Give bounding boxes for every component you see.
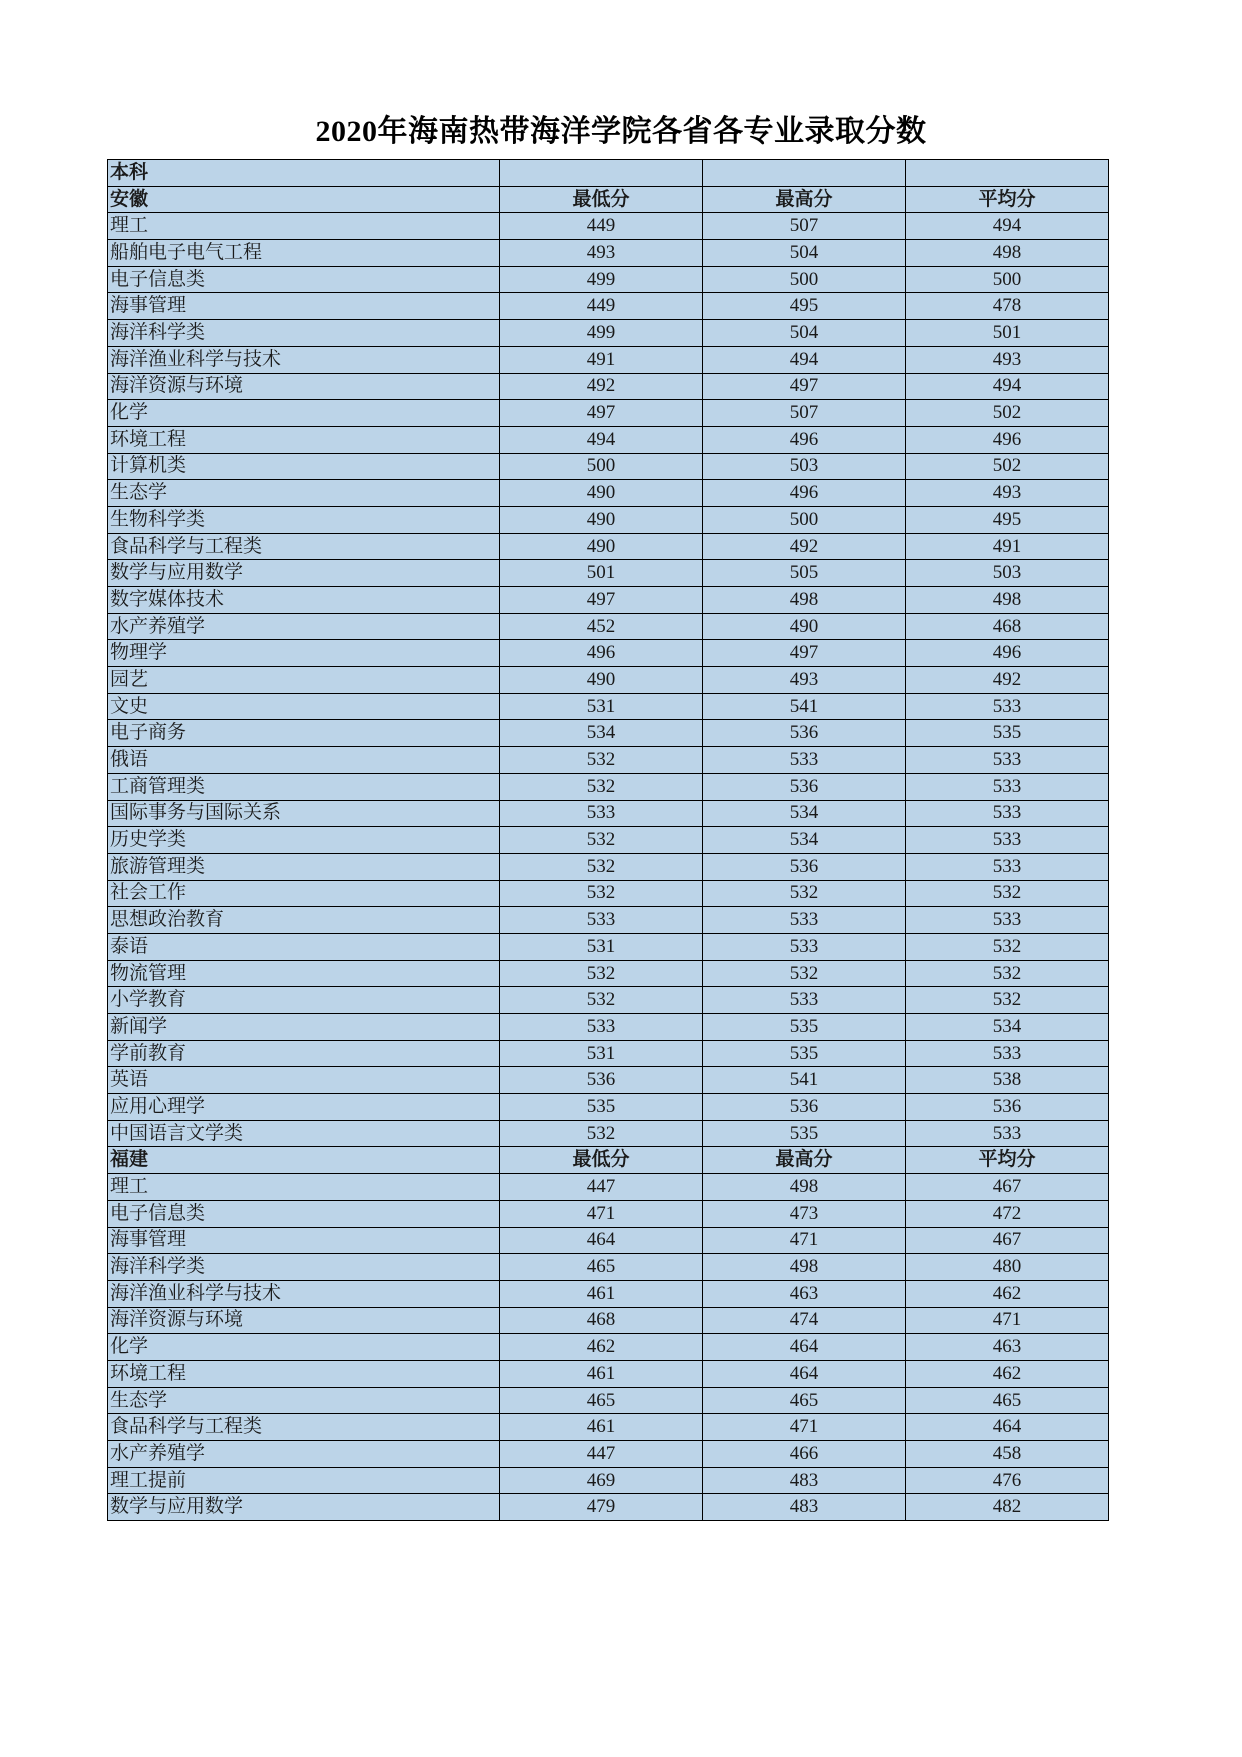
cell-avg: 493 — [906, 346, 1109, 373]
row-label-major: 船舶电子电气工程 — [108, 240, 500, 267]
table-row — [108, 320, 1109, 347]
cell-max: 464 — [703, 1334, 906, 1361]
row-label-major: 海洋资源与环境 — [108, 1307, 500, 1334]
table-row — [108, 506, 1109, 533]
cell-avg: 500 — [906, 266, 1109, 293]
cell-avg: 495 — [906, 506, 1109, 533]
cell-max: 495 — [703, 293, 906, 320]
table-row — [108, 1120, 1109, 1147]
cell-avg: 503 — [906, 560, 1109, 587]
cell-max: 500 — [703, 506, 906, 533]
admission-scores-table — [107, 159, 1109, 1521]
row-label-major: 水产养殖学 — [108, 613, 500, 640]
cell-avg: 462 — [906, 1280, 1109, 1307]
cell-avg: 502 — [906, 453, 1109, 480]
table-row — [108, 1441, 1109, 1468]
row-label-major: 应用心理学 — [108, 1094, 500, 1121]
row-label-major: 生态学 — [108, 480, 500, 507]
cell-avg: 535 — [906, 720, 1109, 747]
cell-min — [500, 160, 703, 187]
row-label-major: 工商管理类 — [108, 773, 500, 800]
table-row — [108, 933, 1109, 960]
table-row — [108, 987, 1109, 1014]
table-row — [108, 853, 1109, 880]
table-row — [108, 1334, 1109, 1361]
cell-max: 463 — [703, 1280, 906, 1307]
cell-max: 490 — [703, 613, 906, 640]
cell-avg: 491 — [906, 533, 1109, 560]
cell-max: 535 — [703, 1040, 906, 1067]
cell-min: 468 — [500, 1307, 703, 1334]
cell-min: 499 — [500, 266, 703, 293]
table-row — [108, 1494, 1109, 1521]
cell-min: 462 — [500, 1334, 703, 1361]
cell-avg: 482 — [906, 1494, 1109, 1521]
cell-avg: 533 — [906, 827, 1109, 854]
page-title: 2020年海南热带海洋学院各省各专业录取分数 — [315, 115, 927, 148]
table-row — [108, 1280, 1109, 1307]
cell-avg: 538 — [906, 1067, 1109, 1094]
cell-max: 465 — [703, 1387, 906, 1414]
cell-min: 531 — [500, 693, 703, 720]
cell-min: 533 — [500, 907, 703, 934]
cell-max: 492 — [703, 533, 906, 560]
cell-min: 536 — [500, 1067, 703, 1094]
row-label-major: 俄语 — [108, 747, 500, 774]
table-row — [108, 533, 1109, 560]
table-row — [108, 880, 1109, 907]
table-row — [108, 293, 1109, 320]
table-row — [108, 1147, 1109, 1174]
scores-table-container — [107, 159, 1108, 1521]
cell-avg: 492 — [906, 667, 1109, 694]
row-label-major: 环境工程 — [108, 426, 500, 453]
cell-max: 497 — [703, 640, 906, 667]
cell-avg: 502 — [906, 400, 1109, 427]
row-label-major: 旅游管理类 — [108, 853, 500, 880]
cell-max: 最高分 — [703, 1147, 906, 1174]
cell-avg: 533 — [906, 1040, 1109, 1067]
row-label-category: 理工 — [108, 213, 500, 240]
table-row — [108, 1360, 1109, 1387]
table-row — [108, 400, 1109, 427]
row-label-major: 食品科学与工程类 — [108, 533, 500, 560]
cell-min: 532 — [500, 827, 703, 854]
row-label-major: 电子信息类 — [108, 1200, 500, 1227]
row-label-major: 数学与应用数学 — [108, 560, 500, 587]
table-row — [108, 747, 1109, 774]
cell-avg: 463 — [906, 1334, 1109, 1361]
cell-avg: 498 — [906, 240, 1109, 267]
row-label-major: 中国语言文学类 — [108, 1120, 500, 1147]
row-label-major: 水产养殖学 — [108, 1441, 500, 1468]
cell-min: 532 — [500, 853, 703, 880]
cell-max: 483 — [703, 1494, 906, 1521]
cell-max: 498 — [703, 587, 906, 614]
cell-min: 469 — [500, 1467, 703, 1494]
cell-avg: 532 — [906, 987, 1109, 1014]
cell-avg: 462 — [906, 1360, 1109, 1387]
table-row — [108, 480, 1109, 507]
cell-avg: 465 — [906, 1387, 1109, 1414]
cell-avg: 493 — [906, 480, 1109, 507]
table-row — [108, 426, 1109, 453]
cell-max: 471 — [703, 1414, 906, 1441]
row-label-major: 食品科学与工程类 — [108, 1414, 500, 1441]
cell-avg: 533 — [906, 747, 1109, 774]
table-row — [108, 720, 1109, 747]
cell-max: 534 — [703, 800, 906, 827]
cell-avg: 533 — [906, 907, 1109, 934]
table-row — [108, 1067, 1109, 1094]
row-label-major: 英语 — [108, 1067, 500, 1094]
table-row — [108, 907, 1109, 934]
cell-min: 491 — [500, 346, 703, 373]
table-row — [108, 1227, 1109, 1254]
table-row — [108, 1174, 1109, 1201]
table-row — [108, 1094, 1109, 1121]
row-label-section: 本科 — [108, 160, 500, 187]
cell-min: 531 — [500, 933, 703, 960]
cell-min: 535 — [500, 1094, 703, 1121]
cell-max: 507 — [703, 213, 906, 240]
cell-avg: 532 — [906, 933, 1109, 960]
cell-max: 536 — [703, 853, 906, 880]
cell-min: 452 — [500, 613, 703, 640]
row-label-major: 海洋科学类 — [108, 1254, 500, 1281]
cell-avg: 533 — [906, 800, 1109, 827]
cell-avg: 532 — [906, 960, 1109, 987]
cell-min: 501 — [500, 560, 703, 587]
table-row — [108, 373, 1109, 400]
cell-max: 500 — [703, 266, 906, 293]
cell-min: 447 — [500, 1174, 703, 1201]
cell-min: 465 — [500, 1387, 703, 1414]
table-row — [108, 186, 1109, 213]
cell-min: 497 — [500, 587, 703, 614]
cell-min: 496 — [500, 640, 703, 667]
table-row — [108, 800, 1109, 827]
row-label-major: 数字媒体技术 — [108, 587, 500, 614]
cell-min: 534 — [500, 720, 703, 747]
row-label-major: 海事管理 — [108, 1227, 500, 1254]
table-row — [108, 1014, 1109, 1041]
row-label-major: 海洋资源与环境 — [108, 373, 500, 400]
cell-max: 498 — [703, 1174, 906, 1201]
row-label-major: 物流管理 — [108, 960, 500, 987]
cell-avg: 467 — [906, 1227, 1109, 1254]
cell-min: 497 — [500, 400, 703, 427]
row-label-major: 电子商务 — [108, 720, 500, 747]
row-label-province: 安徽 — [108, 186, 500, 213]
cell-max: 536 — [703, 773, 906, 800]
cell-min: 最低分 — [500, 1147, 703, 1174]
cell-avg: 494 — [906, 213, 1109, 240]
cell-avg: 532 — [906, 880, 1109, 907]
cell-min: 500 — [500, 453, 703, 480]
cell-min: 490 — [500, 533, 703, 560]
row-label-major: 园艺 — [108, 667, 500, 694]
table-row — [108, 266, 1109, 293]
row-label-major: 海事管理 — [108, 293, 500, 320]
cell-min: 447 — [500, 1441, 703, 1468]
table-row — [108, 1467, 1109, 1494]
cell-max: 494 — [703, 346, 906, 373]
row-label-category: 文史 — [108, 693, 500, 720]
row-label-major: 国际事务与国际关系 — [108, 800, 500, 827]
cell-max: 497 — [703, 373, 906, 400]
table-row — [108, 213, 1109, 240]
cell-avg: 476 — [906, 1467, 1109, 1494]
cell-max: 533 — [703, 987, 906, 1014]
row-label-major: 计算机类 — [108, 453, 500, 480]
cell-avg: 533 — [906, 693, 1109, 720]
cell-min: 532 — [500, 880, 703, 907]
cell-max: 464 — [703, 1360, 906, 1387]
cell-min: 479 — [500, 1494, 703, 1521]
table-row — [108, 1200, 1109, 1227]
cell-min: 490 — [500, 506, 703, 533]
row-label-major: 化学 — [108, 400, 500, 427]
cell-min: 532 — [500, 1120, 703, 1147]
cell-max: 535 — [703, 1014, 906, 1041]
cell-min: 533 — [500, 800, 703, 827]
table-row — [108, 1307, 1109, 1334]
table-row — [108, 240, 1109, 267]
cell-max: 535 — [703, 1120, 906, 1147]
cell-min: 493 — [500, 240, 703, 267]
cell-min: 532 — [500, 747, 703, 774]
cell-avg: 498 — [906, 587, 1109, 614]
cell-min: 461 — [500, 1280, 703, 1307]
cell-max: 536 — [703, 720, 906, 747]
cell-max: 533 — [703, 907, 906, 934]
cell-avg: 496 — [906, 426, 1109, 453]
cell-avg: 468 — [906, 613, 1109, 640]
table-row — [108, 640, 1109, 667]
cell-max: 507 — [703, 400, 906, 427]
cell-avg: 533 — [906, 773, 1109, 800]
cell-avg: 536 — [906, 1094, 1109, 1121]
table-row — [108, 613, 1109, 640]
cell-avg: 平均分 — [906, 186, 1109, 213]
row-label-major: 学前教育 — [108, 1040, 500, 1067]
table-row — [108, 1387, 1109, 1414]
cell-avg: 534 — [906, 1014, 1109, 1041]
row-label-major: 新闻学 — [108, 1014, 500, 1041]
cell-avg: 501 — [906, 320, 1109, 347]
cell-max: 474 — [703, 1307, 906, 1334]
table-row — [108, 773, 1109, 800]
cell-max: 496 — [703, 426, 906, 453]
cell-avg: 494 — [906, 373, 1109, 400]
cell-min: 531 — [500, 1040, 703, 1067]
cell-max: 493 — [703, 667, 906, 694]
row-label-major: 泰语 — [108, 933, 500, 960]
cell-min: 490 — [500, 480, 703, 507]
table-row — [108, 827, 1109, 854]
cell-min: 532 — [500, 960, 703, 987]
cell-min: 494 — [500, 426, 703, 453]
row-label-major: 生物科学类 — [108, 506, 500, 533]
table-body — [108, 160, 1109, 1521]
row-label-province: 福建 — [108, 1147, 500, 1174]
cell-max: 533 — [703, 933, 906, 960]
cell-max: 最高分 — [703, 186, 906, 213]
cell-min: 471 — [500, 1200, 703, 1227]
cell-max: 504 — [703, 320, 906, 347]
cell-avg: 467 — [906, 1174, 1109, 1201]
cell-max: 536 — [703, 1094, 906, 1121]
cell-max: 533 — [703, 747, 906, 774]
cell-avg: 533 — [906, 853, 1109, 880]
row-label-category: 理工 — [108, 1174, 500, 1201]
cell-min: 449 — [500, 213, 703, 240]
row-label-major: 电子信息类 — [108, 266, 500, 293]
cell-avg: 480 — [906, 1254, 1109, 1281]
cell-min: 490 — [500, 667, 703, 694]
row-label-major: 思想政治教育 — [108, 907, 500, 934]
table-row — [108, 346, 1109, 373]
cell-min: 最低分 — [500, 186, 703, 213]
cell-min: 449 — [500, 293, 703, 320]
cell-max: 483 — [703, 1467, 906, 1494]
table-row — [108, 560, 1109, 587]
cell-avg: 464 — [906, 1414, 1109, 1441]
cell-avg: 458 — [906, 1441, 1109, 1468]
cell-avg — [906, 160, 1109, 187]
cell-min: 499 — [500, 320, 703, 347]
cell-min: 461 — [500, 1360, 703, 1387]
row-label-category: 理工提前 — [108, 1467, 500, 1494]
table-row — [108, 667, 1109, 694]
table-row — [108, 1040, 1109, 1067]
row-label-major: 海洋渔业科学与技术 — [108, 1280, 500, 1307]
table-row — [108, 1254, 1109, 1281]
row-label-major: 海洋科学类 — [108, 320, 500, 347]
row-label-major: 历史学类 — [108, 827, 500, 854]
cell-max: 496 — [703, 480, 906, 507]
cell-min: 532 — [500, 773, 703, 800]
cell-avg: 496 — [906, 640, 1109, 667]
cell-max — [703, 160, 906, 187]
row-label-major: 物理学 — [108, 640, 500, 667]
cell-min: 461 — [500, 1414, 703, 1441]
cell-max: 505 — [703, 560, 906, 587]
table-row — [108, 160, 1109, 187]
row-label-major: 环境工程 — [108, 1360, 500, 1387]
cell-max: 534 — [703, 827, 906, 854]
table-row — [108, 1414, 1109, 1441]
cell-min: 492 — [500, 373, 703, 400]
cell-max: 532 — [703, 880, 906, 907]
cell-min: 532 — [500, 987, 703, 1014]
cell-max: 504 — [703, 240, 906, 267]
row-label-major: 化学 — [108, 1334, 500, 1361]
cell-avg: 533 — [906, 1120, 1109, 1147]
table-row — [108, 453, 1109, 480]
table-row — [108, 960, 1109, 987]
cell-avg: 478 — [906, 293, 1109, 320]
cell-min: 465 — [500, 1254, 703, 1281]
cell-max: 541 — [703, 693, 906, 720]
cell-max: 532 — [703, 960, 906, 987]
table-row — [108, 693, 1109, 720]
row-label-major: 社会工作 — [108, 880, 500, 907]
row-label-major: 小学教育 — [108, 987, 500, 1014]
row-label-major: 生态学 — [108, 1387, 500, 1414]
cell-avg: 471 — [906, 1307, 1109, 1334]
cell-max: 503 — [703, 453, 906, 480]
cell-max: 471 — [703, 1227, 906, 1254]
cell-max: 541 — [703, 1067, 906, 1094]
cell-avg: 472 — [906, 1200, 1109, 1227]
table-row — [108, 587, 1109, 614]
cell-max: 473 — [703, 1200, 906, 1227]
cell-max: 498 — [703, 1254, 906, 1281]
row-label-major: 数学与应用数学 — [108, 1494, 500, 1521]
cell-min: 533 — [500, 1014, 703, 1041]
cell-min: 464 — [500, 1227, 703, 1254]
row-label-major: 海洋渔业科学与技术 — [108, 346, 500, 373]
cell-max: 466 — [703, 1441, 906, 1468]
cell-avg: 平均分 — [906, 1147, 1109, 1174]
